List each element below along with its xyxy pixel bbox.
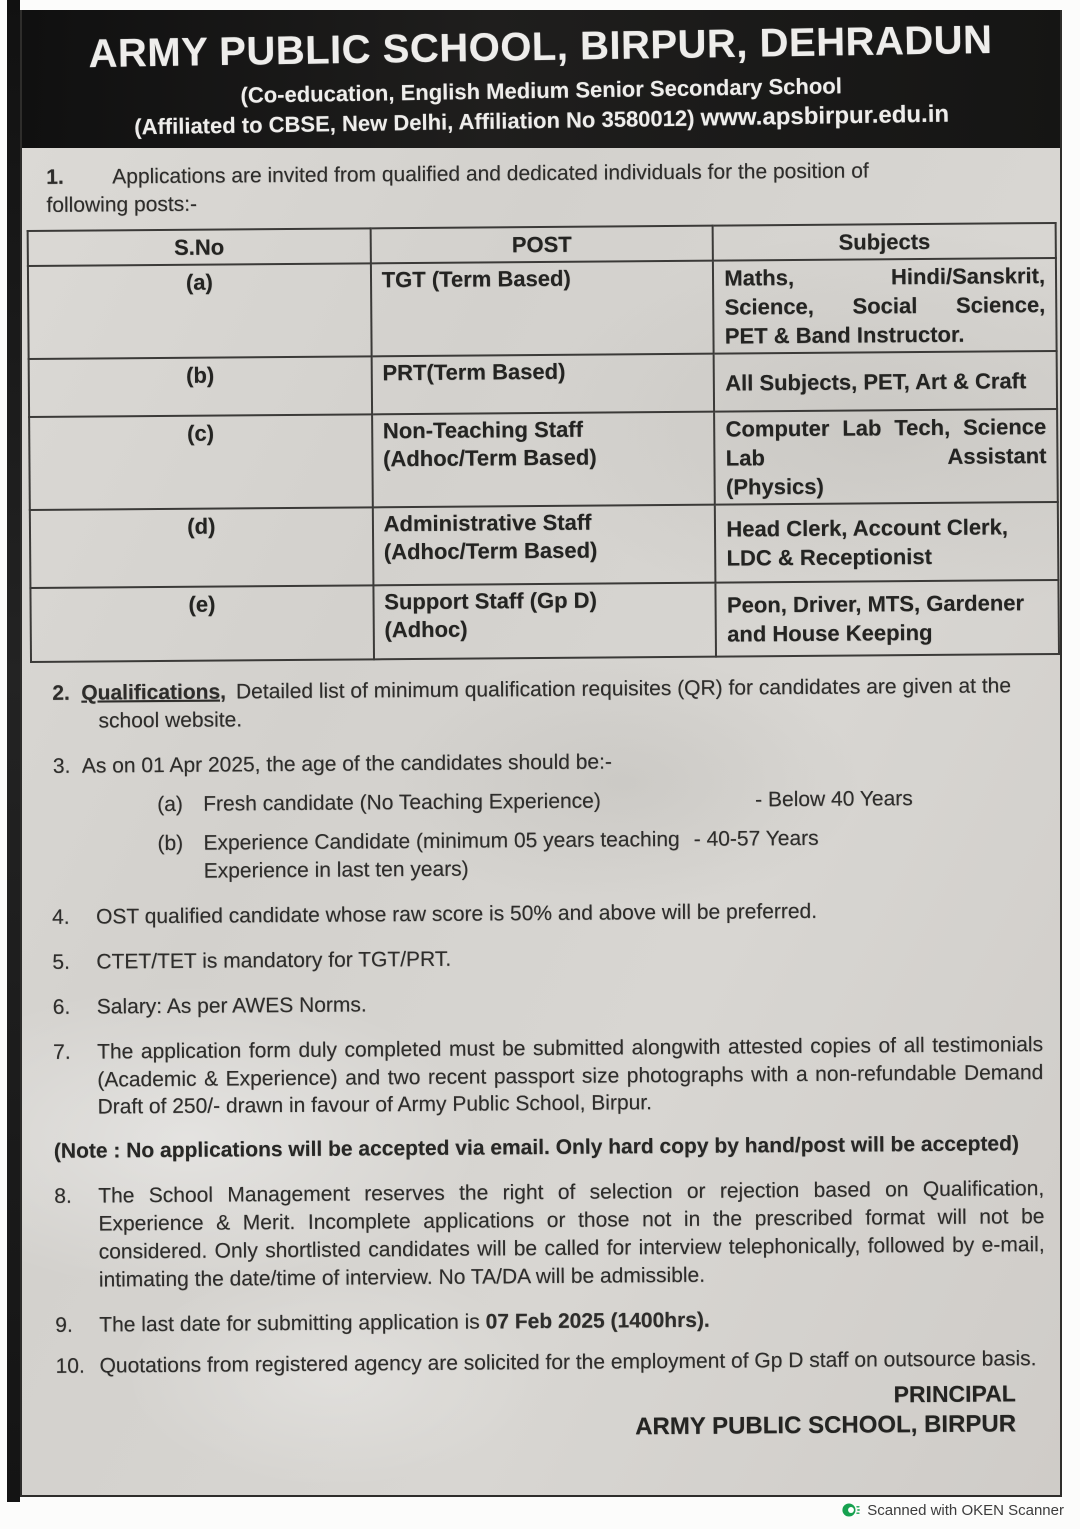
clause-3 [51,745,1042,886]
clause-1-number: 1. [46,165,64,189]
oken-scanner-icon [842,1501,860,1519]
clause-2-number: 2. [52,681,70,706]
clause-1-line2: following posts:- [46,192,198,217]
clause-2 [50,672,1040,736]
table-row-a [28,258,1057,359]
cell-subjects: All Subjects, PET, Art & Craft [714,351,1057,412]
signatory-organisation: ARMY PUBLIC SCHOOL, BIRPUR [635,1410,1017,1441]
item-b-continuation: Experience in last ten years) [203,857,469,883]
clause-6-number: 6. [52,995,71,1019]
clause-2-title: Qualifications, [81,680,227,705]
clause-3-text: As on 01 Apr 2025, the age of the candidates should be:- [81,750,612,778]
masthead [22,10,1060,148]
scan-edge-shadow [7,0,20,1502]
cell-sno: (d) [30,508,373,589]
table-row-b [29,351,1057,417]
clause-3-number: 3. [52,754,71,778]
posts-table [27,222,1060,664]
table-row-c [29,409,1058,510]
clause-6-text: Salary: As per AWES Norms. [96,993,367,1019]
cell-post: Non-Teaching Staff (Adhoc/Term Based) [372,412,715,508]
item-a-age: - Below 40 Years [755,787,913,812]
col-header-sno: S.No [28,228,371,266]
cell-post: Support Staff (Gp D) (Adhoc) [373,583,716,660]
signature-block [56,1378,1046,1448]
clause-1 [46,156,1036,220]
cell-sno: (e) [30,586,373,663]
item-b-text: Experience Candidate (minimum 05 years teaching [203,827,680,855]
cell-post: TGT (Term Based) [371,261,714,357]
cell-post: PRT(Term Based) [371,354,714,415]
clause-9-deadline: 07 Feb 2025 (1400hrs). [485,1308,710,1334]
scanner-label: Scanned with OKEN Scanner [867,1501,1064,1519]
cell-subjects: Maths, Hindi/Sanskrit, Science, Social Science, PET & Band Instructor. [713,258,1056,354]
cell-sno: (b) [29,357,372,418]
clause-5 [52,941,1042,977]
affiliation-text: (Affiliated to CBSE, New Delhi, Affiliation No 3580012) [134,105,695,140]
clause-8-number: 8. [54,1184,72,1209]
clause-10 [55,1345,1045,1381]
item-b-age: - 40-57 Years [693,826,819,851]
item-b-label: (b) [157,831,184,856]
table-row-d [30,502,1059,588]
clause-4-text: OST qualified candidate whose raw score is 50% and above will be preferred. [95,899,818,929]
clause-8 [54,1175,1045,1294]
clause-8-text: The School Management reserves the right of selection or rejection based on Qualification, Experience & Merit. Incomplete applications or those not in the prescribed format will not be considered. Only shortlisted candidates will be called for interview telephonically, followed by e-mail, intimating the date/time of interview. No TA/DA will be admissible. [98,1177,1045,1292]
cell-subjects: Head Clerk, Account Clerk, LDC & Receptionist [715,502,1058,583]
clause-6 [53,986,1043,1022]
clause-10-text: Quotations from registered agency are solicited for the employment of Gp D staff on outsource basis. [99,1347,1037,1378]
clause-9 [55,1304,1045,1340]
clause-2-text: Detailed list of minimum qualification requisites (QR) for candidates are given at the school website. [98,674,1012,733]
clause-1-text: Applications are invited from qualified and dedicated individuals for the position of [112,159,869,189]
scanner-attribution [842,1501,1064,1519]
table-row-e [30,580,1059,662]
school-website: www.apsbirpur.edu.in [700,100,950,132]
clause-5-number: 5. [52,950,70,974]
cell-subjects: Computer Lab Tech, Science Lab Assistant (Physics) [714,409,1057,505]
clause-5-text: CTET/TET is mandatory for TGT/PRT. [96,947,452,974]
clause-10-number: 10. [55,1354,85,1378]
item-a-label: (a) [157,792,183,817]
signatory-designation: PRINCIPAL [893,1380,1016,1408]
clause-7-number: 7. [52,1040,71,1064]
col-header-subjects: Subjects [713,223,1056,261]
school-name: ARMY PUBLIC SCHOOL, BIRPUR, DEHRADUN [88,17,993,77]
clause-7-text: The application form duly completed must be submitted alongwith attested copies of all testimonials (Academic & Experience) and two recent passport size photographs with a non-refundable Demand Draft of 250/- drawn in favour of Army Public School, Birpur. [96,1032,1044,1119]
cell-sno: (c) [29,415,372,511]
cell-post: Administrative Staff (Adhoc/Term Based) [372,505,715,586]
clause-3-item-a [99,784,1041,819]
clause-9-text: The last date for submitting application is [99,1310,486,1337]
clause-7 [53,1031,1044,1123]
clause-9-number: 9. [55,1313,73,1337]
cell-sno: (a) [28,263,371,359]
clause-4 [52,896,1042,932]
school-type-line: (Co-education, English Medium Senior Secondary School [240,73,843,108]
notice-document [20,10,1062,1497]
cell-subjects: Peon, Driver, MTS, Gardener and House Keeping [716,580,1059,657]
masthead-inner [21,15,1061,143]
item-a-text: Fresh candidate (No Teaching Experience) [203,789,601,816]
col-header-post: POST [370,225,713,263]
note-paragraph: (Note : No applications will be accepted via email. Only hard copy by hand/post will be accepted) [53,1132,1019,1164]
clause-4-number: 4. [51,905,70,929]
notice-body [22,144,1062,1448]
